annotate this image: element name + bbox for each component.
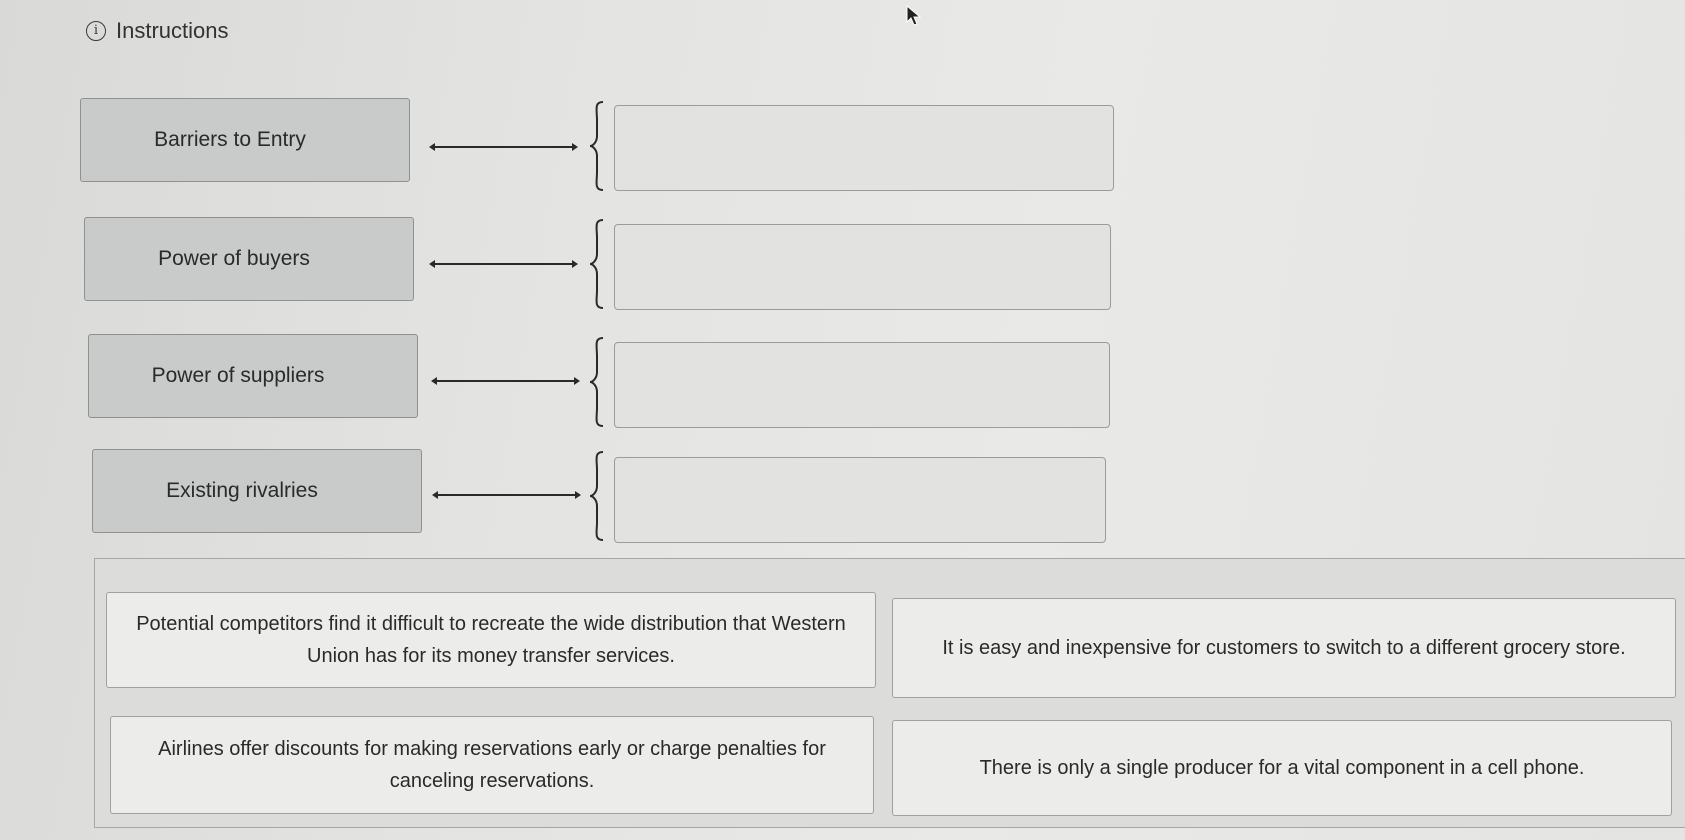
info-icon: i <box>86 21 106 41</box>
term-power-of-suppliers <box>88 334 418 418</box>
answer-text: There is only a single producer for a vital component in a cell phone. <box>979 757 1585 779</box>
drop-zone[interactable] <box>614 105 1114 191</box>
term-power-of-buyers <box>84 217 414 301</box>
answer-text: It is easy and inexpensive for customers to switch to a different grocery store. <box>942 637 1626 659</box>
term-label: Power of suppliers <box>151 364 325 387</box>
instructions-header[interactable] <box>86 18 229 44</box>
connector-arrow <box>431 263 576 265</box>
term-existing-rivalries <box>92 449 422 533</box>
term-label: Power of buyers <box>158 247 310 270</box>
brace-icon <box>588 336 606 428</box>
mouse-cursor-icon <box>905 4 923 28</box>
brace-icon <box>588 218 606 310</box>
instructions-title: Instructions <box>116 18 229 43</box>
answer-card[interactable] <box>892 598 1676 698</box>
term-label: Existing rivalries <box>166 479 318 502</box>
connector-arrow <box>431 146 576 148</box>
brace-icon <box>588 450 606 542</box>
answer-card[interactable] <box>106 592 876 688</box>
term-barriers-to-entry <box>80 98 410 182</box>
term-label: Barriers to Entry <box>154 128 306 151</box>
answer-text: Airlines offer discounts for making reservations early or charge penalties for canceling reservations. <box>158 738 826 792</box>
answer-card[interactable] <box>892 720 1672 816</box>
brace-icon <box>588 100 606 192</box>
drop-zone[interactable] <box>614 457 1106 543</box>
drop-zone[interactable] <box>614 224 1111 310</box>
answer-card[interactable] <box>110 716 874 814</box>
drop-zone[interactable] <box>614 342 1110 428</box>
answer-text: Potential competitors find it difficult to recreate the wide distribution that Western Union has for its money transfer services. <box>136 613 846 667</box>
connector-arrow <box>434 494 579 496</box>
connector-arrow <box>433 380 578 382</box>
